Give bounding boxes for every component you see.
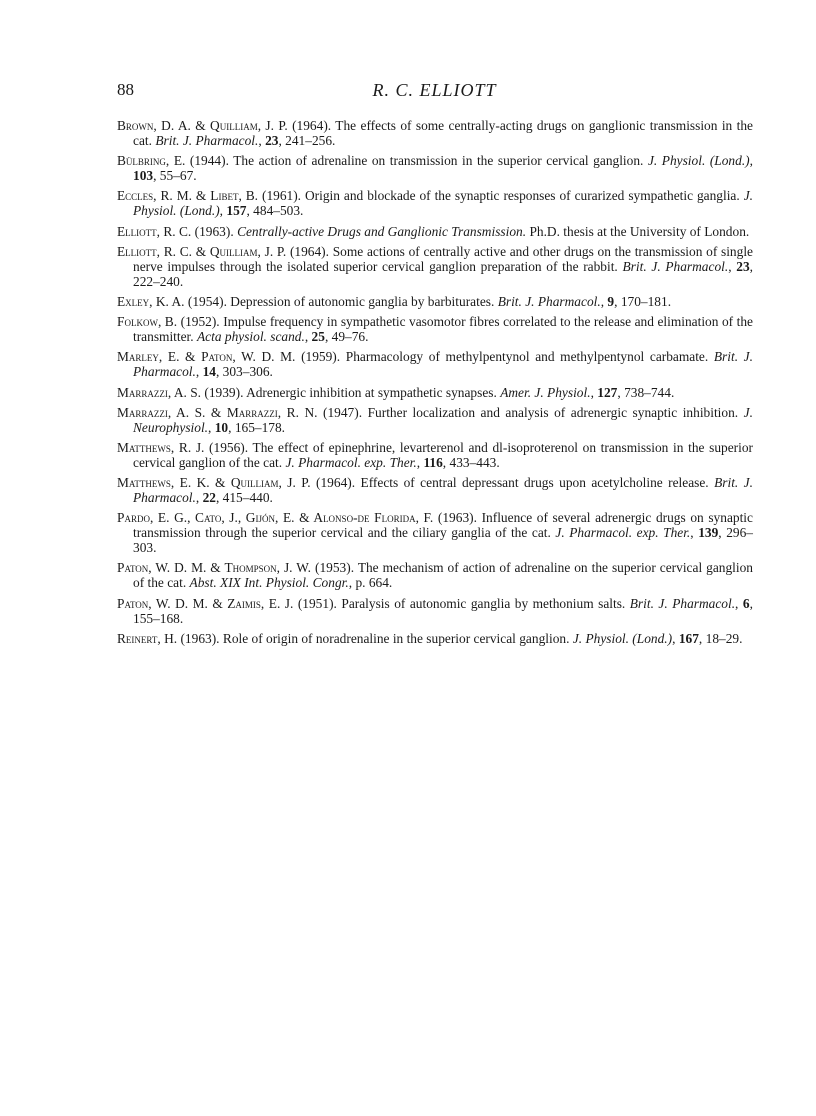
reference-item: Paton, W. D. M. & Thompson, J. W. (1953). The mechanism of action of adrenaline on the superior cervical ganglion of the cat. Abst. XIX Int. Physiol. Congr., p. 664.	[117, 560, 753, 591]
reference-journal: Centrally-active Drugs and Ganglionic Transmission.	[237, 223, 527, 239]
reference-journal: Brit. J. Pharmacol.	[497, 293, 601, 309]
reference-title: Effects of central depressant drugs upon acetylcholine release.	[360, 475, 709, 491]
reference-pages: 222–240.	[133, 273, 184, 289]
reference-pages: 165–178.	[234, 419, 286, 435]
reference-year: (1964).	[289, 243, 329, 259]
reference-volume: 9	[607, 293, 615, 309]
reference-item: Folkow, B. (1952). Impulse frequency in sympathetic vasomotor fibres correlated to the release and elimination of the transmitter. Acta physiol. scand., 25, 49–76.	[117, 314, 753, 345]
reference-journal: J. Neurophysiol.	[133, 404, 753, 435]
reference-journal: Brit. J. Pharmacol.	[155, 133, 259, 148]
reference-pages: 170–181.	[620, 293, 672, 309]
reference-year: (1964).	[292, 118, 332, 133]
page-number: 88	[117, 80, 134, 99]
reference-year: (1953).	[315, 560, 355, 576]
reference-pages: 296–303.	[133, 525, 753, 556]
reference-item: Marrazzi, A. S. (1939). Adrenergic inhibition at sympathetic synapses. Amer. J. Physiol., 127, 738–744.	[117, 384, 675, 400]
reference-volume: 139	[698, 525, 719, 541]
reference-item: Pardo, E. G., Cato, J., Gijón, E. & Alonso-de Florida, F. (1963). Influence of several adrenergic drugs on synaptic transmission through the superior cervical and the ciliary ganglia of the cat. J. Pharmacol. exp. Ther., 139, 296–303.	[117, 510, 753, 556]
reference-volume: 23	[265, 133, 279, 148]
reference-title: Further localization and analysis of adrenergic synaptic inhibition.	[367, 404, 739, 420]
reference-authors: Bülbring, E.	[117, 153, 186, 169]
reference-pages: 18–29.	[705, 630, 743, 646]
reference-item: Marley, E. & Paton, W. D. M. (1959). Pharmacology of methylpentynol and methylpentynol carbamate. Brit. J. Pharmacol., 14, 303–306.	[117, 349, 753, 380]
reference-authors: Eccles, R. M. & Libet, B.	[117, 188, 259, 204]
reference-authors: Paton, W. D. M. & Zaimis, E. J.	[117, 595, 294, 611]
reference-title: Role of origin of noradrenaline in the superior cervical ganglion.	[222, 630, 570, 646]
reference-volume: 157	[226, 203, 247, 219]
reference-journal: Brit. J. Pharmacol.	[133, 475, 753, 506]
reference-item: Reinert, H. (1963). Role of origin of noradrenaline in the superior cervical ganglion. J. Physiol. (Lond.), 167, 18–29.	[117, 630, 743, 646]
reference-authors: Pardo, E. G., Cato, J., Gijón, E. & Alonso-de Florida, F.	[117, 510, 434, 526]
reference-title: Adrenergic inhibition at sympathetic synapses.	[246, 384, 497, 400]
reference-journal: J. Physiol. (Lond.)	[572, 630, 673, 646]
reference-pages: p. 664.	[355, 575, 393, 591]
reference-title: Origin and blockade of the synaptic responses of curarized sympathetic ganglia.	[305, 188, 740, 204]
reference-year: (1964).	[316, 475, 356, 491]
reference-item: Eccles, R. M. & Libet, B. (1961). Origin and blockade of the synaptic responses of curarized sympathetic ganglia. J. Physiol. (Lond.), 157, 484–503.	[117, 188, 753, 219]
reference-item: Marrazzi, A. S. & Marrazzi, R. N. (1947). Further localization and analysis of adrenergic synaptic inhibition. J. Neurophysiol., 10, 165–178.	[117, 404, 753, 435]
reference-item: Paton, W. D. M. & Zaimis, E. J. (1951). Paralysis of autonomic ganglia by methonium salts. Brit. J. Pharmacol., 6, 155–168.	[117, 595, 753, 626]
reference-volume: 127	[597, 384, 618, 400]
reference-volume: 25	[311, 329, 325, 345]
running-head: R. C. ELLIOTT	[372, 80, 497, 100]
reference-title: Influence of several adrenergic drugs on synaptic transmission through the superior cervical and the ciliary ganglia of the cat.	[133, 510, 753, 541]
reference-title: Some actions of centrally active and other drugs on the transmission of single nerve impulses through the isolated superior cervical ganglion preparation of the rabbit.	[133, 243, 753, 274]
reference-year: (1951).	[297, 595, 337, 611]
reference-year: (1963).	[180, 630, 220, 646]
reference-item	[117, 224, 753, 239]
reference-title: The effects of some centrally-acting drugs on ganglionic transmission in the cat.	[133, 118, 753, 148]
reference-list	[117, 118, 753, 651]
reference-authors: Matthews, E. K. & Quilliam, J. P.	[117, 475, 311, 491]
page-header	[117, 80, 752, 104]
reference-journal: J. Physiol. (Lond.)	[133, 188, 753, 219]
reference-pages: 49–76.	[331, 329, 369, 345]
reference-pages: 433–443.	[449, 454, 500, 470]
reference-journal: Brit. J. Pharmacol.	[629, 595, 736, 611]
reference-journal: Brit. J. Pharmacol.	[133, 349, 753, 380]
reference-pages: 55–67.	[159, 168, 197, 184]
reference-title: Paralysis of autonomic ganglia by methonium salts.	[341, 595, 626, 611]
reference-item: Bülbring, E. (1944). The action of adrenaline on transmission in the superior cervical ganglion. J. Physiol. (Lond.), 103, 55–67.	[117, 153, 753, 184]
reference-year: (1963).	[437, 510, 477, 526]
reference-authors: Reinert, H.	[117, 630, 178, 646]
reference-title: Pharmacology of methylpentynol and methylpentynol carbamate.	[345, 349, 709, 365]
reference-authors: Brown, D. A. & Quilliam, J. P.	[117, 118, 288, 133]
reference-volume: 116	[423, 454, 443, 470]
reference-title: The action of adrenaline on transmission in the superior cervical ganglion.	[233, 153, 644, 169]
reference-authors: Folkow, B.	[117, 314, 178, 330]
reference-year: (1947).	[323, 404, 363, 420]
reference-authors: Marrazzi, A. S.	[117, 384, 202, 400]
reference-pages: 155–168.	[133, 610, 184, 626]
reference-item: Exley, K. A. (1954). Depression of autonomic ganglia by barbiturates. Brit. J. Pharmacol., 9, 170–181.	[117, 293, 672, 309]
reference-pages: 415–440.	[222, 490, 273, 506]
reference-title: Impulse frequency in sympathetic vasomotor fibres correlated to the release and elimination of the transmitter.	[133, 314, 753, 345]
reference-journal: Acta physiol. scand.	[196, 329, 305, 345]
reference-authors: Matthews, R. J.	[117, 439, 205, 455]
reference-year: (1956).	[209, 439, 249, 455]
reference-authors: Paton, W. D. M. & Thompson, J. W.	[117, 560, 312, 576]
reference-journal: Abst. XIX Int. Physiol. Congr.	[189, 575, 349, 591]
reference-title: The mechanism of action of adrenaline on the superior cervical ganglion of the cat.	[133, 560, 753, 591]
reference-authors: Elliott, R. C. & Quilliam, J. P.	[117, 243, 287, 259]
reference-title: Depression of autonomic ganglia by barbiturates.	[230, 293, 495, 309]
reference-year: (1939).	[204, 384, 244, 400]
reference-item: Matthews, R. J. (1956). The effect of epinephrine, levarterenol and dl-isoproterenol on transmission in the superior cervical ganglion of the cat. J. Pharmacol. exp. Ther., 116, 433–443.	[117, 439, 753, 470]
reference-pages: 303–306.	[222, 364, 273, 380]
reference-year: (1963).	[194, 223, 234, 239]
reference-authors: Marley, E. & Paton, W. D. M.	[117, 349, 296, 365]
reference-journal: Brit. J. Pharmacol.	[622, 258, 729, 274]
reference-year: (1952).	[180, 314, 220, 330]
reference-item: Matthews, E. K. & Quilliam, J. P. (1964). Effects of central depressant drugs upon acetylcholine release. Brit. J. Pharmacol., 22, 415–440.	[117, 475, 753, 506]
reference-volume: 23	[736, 258, 750, 274]
reference-title: The effect of epinephrine, levarterenol and dl-isoproterenol on transmission in the superior cervical ganglion of the cat.	[133, 439, 753, 470]
reference-pages: 738–744.	[624, 384, 675, 400]
reference-journal: J. Pharmacol. exp. Ther.	[555, 525, 691, 541]
reference-item: Brown, D. A. & Quilliam, J. P. (1964). The effects of some centrally-acting drugs on ganglionic transmission in the cat. Brit. J. Pharmacol., 23, 241–256.	[117, 118, 753, 148]
reference-authors: Exley, K. A.	[117, 293, 185, 309]
reference-year: (1954).	[187, 293, 227, 309]
reference-pages: 241–256.	[285, 133, 336, 148]
reference-volume: 167	[678, 630, 699, 646]
reference-authors: Elliott, R. C.	[117, 223, 192, 239]
reference-year: (1961).	[261, 188, 302, 204]
reference-volume: 103	[133, 168, 154, 184]
reference-volume: 14	[202, 364, 216, 380]
reference-journal: J. Pharmacol. exp. Ther.	[285, 454, 417, 470]
reference-volume: 10	[214, 419, 229, 435]
reference-year: (1944).	[189, 153, 229, 169]
reference-journal: J. Physiol. (Lond.)	[647, 153, 750, 169]
reference-journal: Amer. J. Physiol.	[500, 384, 591, 400]
reference-pages: Ph.D. thesis at the University of London.	[529, 223, 750, 239]
reference-volume: 22	[202, 490, 216, 506]
reference-year: (1959).	[301, 349, 341, 365]
reference-item: Elliott, R. C. & Quilliam, J. P. (1964). Some actions of centrally active and other drugs on the transmission of single nerve impulses through the isolated superior cervical ganglion preparation of the rabbit. Brit. J. Pharmacol., 23, 222–240.	[117, 243, 754, 289]
reference-volume: 6	[742, 595, 750, 611]
reference-pages: 484–503.	[253, 203, 304, 219]
reference-authors: Marrazzi, A. S. & Marrazzi, R. N.	[117, 404, 318, 420]
